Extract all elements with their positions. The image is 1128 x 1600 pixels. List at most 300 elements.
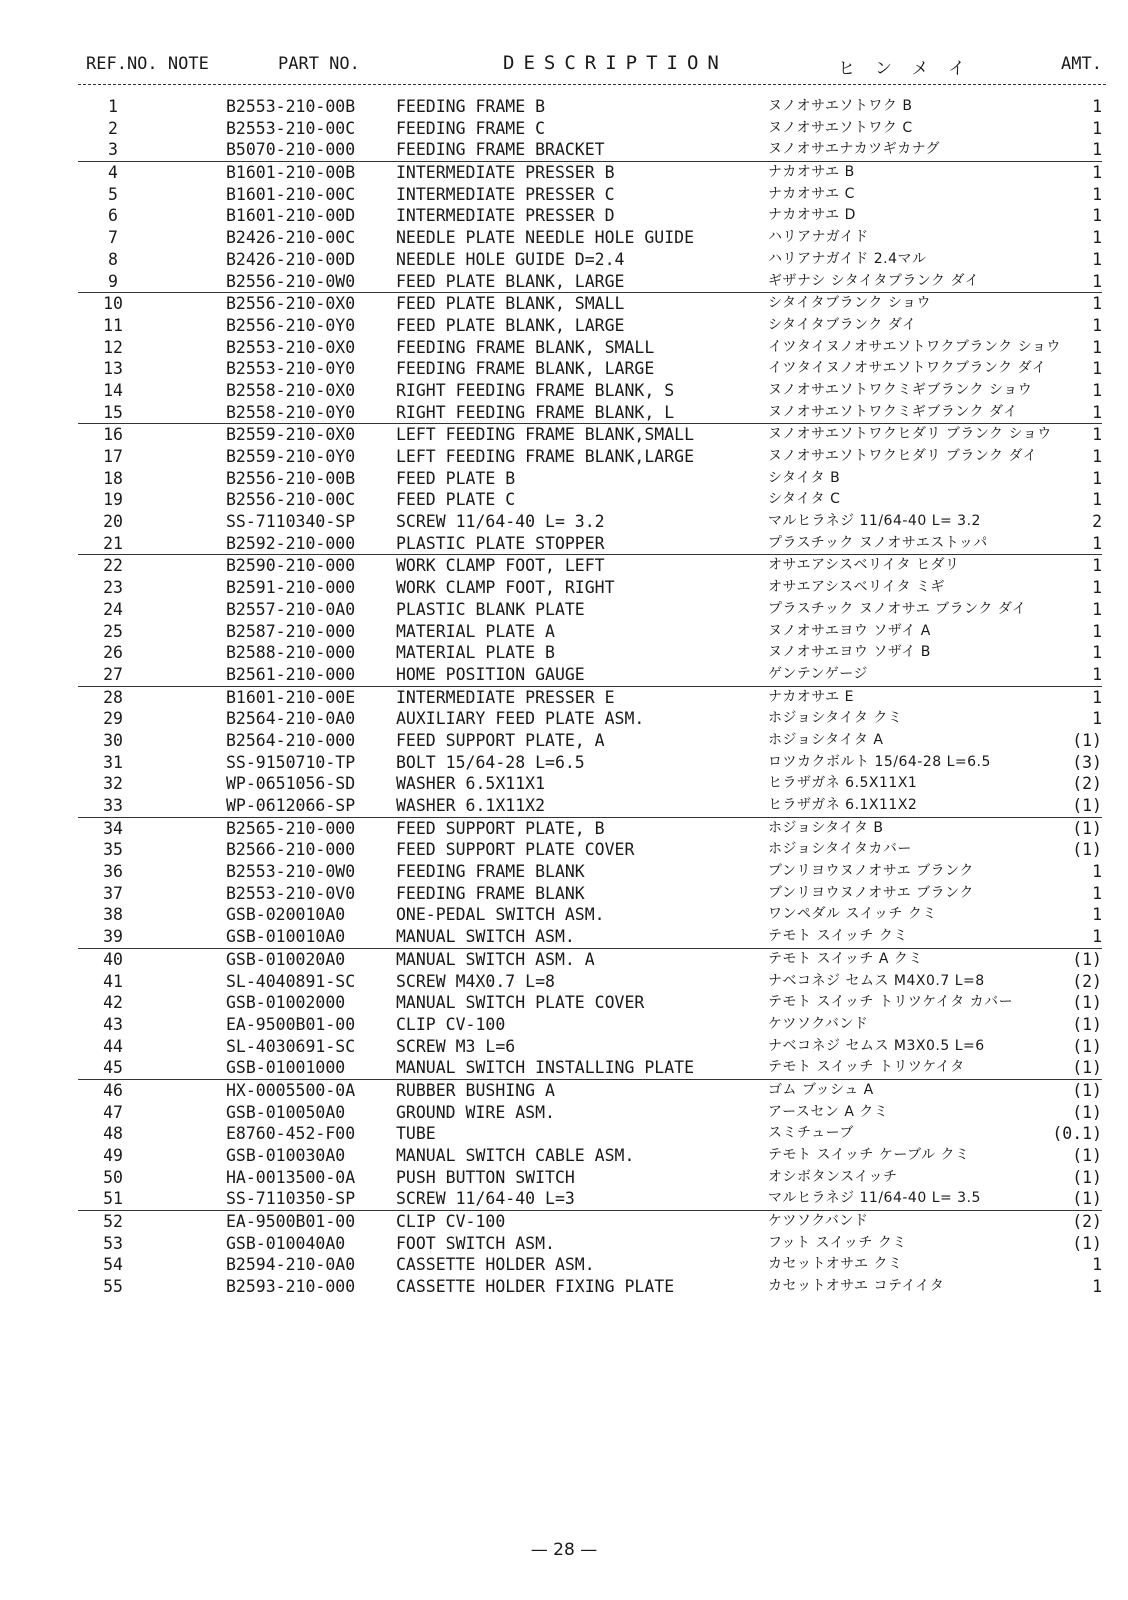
description-cell: FEEDING FRAME BLANK: [396, 862, 585, 882]
part-no-cell: SS-9150710-TP: [226, 752, 356, 772]
table-row: [78, 1276, 1102, 1298]
ref-cell: 17: [103, 447, 123, 466]
amt-cell: 1: [1092, 1255, 1102, 1275]
description-cell: RIGHT FEEDING FRAME BLANK, L: [396, 402, 675, 422]
ref-cell: 29: [103, 709, 123, 729]
amt-cell: (1): [1072, 730, 1102, 750]
part-no-cell: B2558-210-0Y0: [226, 402, 356, 422]
table-row: [78, 1254, 1102, 1276]
kana-cell: イツタイヌノオサエソトワクブランク ダイ: [768, 360, 1047, 377]
header-ref-note: REF.NO. NOTE: [86, 54, 209, 74]
amt-cell: 1: [1092, 468, 1102, 488]
kana-cell: ワンペダル スイッチ クミ: [768, 906, 937, 923]
ref-cell: 20: [103, 512, 123, 532]
ref-cell: 21: [103, 533, 123, 553]
amt-cell: (1): [1072, 1036, 1102, 1056]
kana-cell: イツタイヌノオサエソトワクブランク ショウ: [768, 338, 1061, 355]
table-row: [78, 599, 1102, 621]
part-no-cell: WP-0651056-SD: [226, 774, 356, 794]
part-no-cell: SL-4030691-SC: [226, 1036, 356, 1056]
amt-cell: 1: [1092, 184, 1102, 204]
ref-cell: 22: [103, 556, 123, 576]
amt-cell: 1: [1092, 556, 1102, 576]
ref-cell: 27: [103, 664, 123, 684]
description-cell: FEED PLATE C: [396, 490, 516, 510]
ref-cell: 24: [103, 599, 123, 619]
kana-cell: ヌノオサエナカツギカナグ: [768, 141, 941, 158]
amt-cell: 2: [1092, 512, 1102, 532]
description-cell: AUXILIARY FEED PLATE ASM.: [396, 709, 645, 729]
description-cell: CLIP CV-100: [396, 1212, 506, 1232]
amt-cell: 1: [1092, 664, 1102, 684]
table-row: [78, 730, 1102, 752]
kana-cell: アースセン A クミ: [768, 1103, 889, 1120]
description-cell: FEEDING FRAME BRACKET: [396, 140, 605, 160]
description-cell: CASSETTE HOLDER ASM.: [396, 1255, 595, 1275]
table-row: [78, 1057, 1102, 1080]
amt-cell: 1: [1092, 206, 1102, 226]
ref-cell: 33: [103, 796, 123, 815]
part-no-cell: B2594-210-0A0: [226, 1255, 356, 1275]
amt-cell: 1: [1092, 927, 1102, 947]
ref-cell: 12: [103, 337, 123, 357]
amt-cell: (2): [1072, 1212, 1102, 1232]
part-no-cell: GSB-01001000: [226, 1058, 346, 1078]
ref-cell: 47: [103, 1102, 123, 1122]
table-row: [78, 555, 1102, 577]
part-no-cell: B2558-210-0X0: [226, 380, 356, 400]
description-cell: SCREW 11/64-40 L=3: [396, 1189, 575, 1209]
kana-cell: ナベコネジ セムス M3X0.5 L=6: [768, 1037, 985, 1054]
description-cell: CLIP CV-100: [396, 1014, 506, 1034]
part-no-cell: B1601-210-00B: [226, 163, 356, 183]
header-description: DESCRIPTION: [503, 52, 728, 74]
kana-cell: ヌノオサエソトワクミギブランク ダイ: [768, 403, 1018, 420]
ref-cell: 40: [103, 949, 123, 969]
part-no-cell: B1601-210-00E: [226, 687, 356, 707]
amt-cell: 1: [1092, 533, 1102, 553]
ref-cell: 7: [108, 228, 118, 248]
table-row: [78, 1036, 1102, 1058]
table-row: [78, 818, 1102, 840]
amt-cell: (1): [1072, 796, 1102, 815]
amt-cell: (0.1): [1052, 1124, 1102, 1144]
kana-cell: ロツカクボルト 15/64-28 L=6.5: [768, 753, 991, 770]
table-row: [78, 205, 1102, 227]
kana-cell: プラスチック ヌノオサエ ブランク ダイ: [768, 600, 1027, 617]
kana-cell: ブンリヨウヌノオサエ ブランク: [768, 863, 974, 880]
part-no-cell: B1601-210-00C: [226, 184, 356, 204]
table-row: [78, 227, 1102, 249]
kana-cell: テモト スイッチ ケーブル クミ: [768, 1147, 970, 1163]
ref-cell: 25: [103, 621, 123, 641]
ref-cell: 19: [103, 490, 123, 510]
part-no-cell: B2587-210-000: [226, 621, 356, 641]
ref-cell: 4: [108, 163, 118, 183]
ref-cell: 41: [103, 971, 123, 991]
table-row: [78, 1167, 1102, 1189]
description-cell: MANUAL SWITCH PLATE COVER: [396, 993, 645, 1013]
part-no-cell: GSB-010020A0: [226, 949, 346, 969]
ref-cell: 5: [108, 184, 118, 204]
kana-cell: テモト スイッチ トリツケイタ カバー: [768, 994, 1014, 1011]
part-no-cell: B2556-210-00C: [226, 490, 356, 510]
description-cell: FOOT SWITCH ASM.: [396, 1233, 555, 1253]
description-cell: SCREW M3 L=6: [396, 1036, 516, 1056]
ref-cell: 49: [103, 1146, 123, 1165]
kana-cell: ヌノオサエヨウ ソザイ B: [768, 644, 931, 661]
amt-cell: (1): [1072, 840, 1102, 860]
table-row: [78, 926, 1102, 949]
part-no-cell: EA-9500B01-00: [226, 1014, 356, 1034]
ref-cell: 34: [103, 818, 123, 838]
kana-cell: テモト スイッチ クミ: [768, 928, 908, 945]
ref-cell: 2: [108, 118, 118, 138]
part-no-cell: B2556-210-0Y0: [226, 315, 356, 335]
ref-cell: 43: [103, 1014, 123, 1034]
part-no-cell: B2553-210-0V0: [226, 883, 356, 903]
description-cell: WASHER 6.5X11X1: [396, 774, 546, 794]
table-row: [78, 1211, 1102, 1233]
description-cell: ONE-PEDAL SWITCH ASM.: [396, 905, 605, 925]
ref-cell: 42: [103, 993, 123, 1013]
kana-cell: スミチューブ: [768, 1125, 854, 1142]
part-no-cell: B2593-210-000: [226, 1277, 356, 1297]
amt-cell: 1: [1092, 402, 1102, 422]
amt-cell: (1): [1072, 818, 1102, 838]
part-no-cell: B2556-210-00B: [226, 468, 356, 488]
part-no-cell: GSB-010040A0: [226, 1233, 346, 1253]
description-cell: INTERMEDIATE PRESSER D: [396, 206, 615, 226]
kana-cell: ヌノオサエソトワクヒダリ ブランク ダイ: [768, 448, 1038, 464]
page-number: — 28 —: [530, 1540, 598, 1560]
description-cell: LEFT FEEDING FRAME BLANK,SMALL: [396, 425, 695, 445]
part-no-cell: SS-7110340-SP: [226, 512, 356, 532]
table-row: [78, 795, 1102, 818]
description-cell: PLASTIC BLANK PLATE: [396, 599, 585, 619]
description-cell: FEED PLATE BLANK, LARGE: [396, 315, 625, 335]
description-cell: INTERMEDIATE PRESSER B: [396, 163, 615, 183]
table-row: [78, 96, 1102, 118]
description-cell: RIGHT FEEDING FRAME BLANK, S: [396, 380, 675, 400]
table-row: [78, 992, 1102, 1014]
amt-cell: 1: [1092, 905, 1102, 925]
ref-cell: 54: [103, 1255, 123, 1275]
table-row: [78, 839, 1102, 861]
part-no-cell: B2565-210-000: [226, 818, 356, 838]
ref-cell: 9: [108, 271, 118, 291]
ref-cell: 30: [103, 730, 123, 750]
kana-cell: ナカオサエ B: [768, 164, 855, 181]
description-cell: INTERMEDIATE PRESSER E: [396, 687, 615, 707]
table-row: [78, 708, 1102, 730]
description-cell: PUSH BUTTON SWITCH: [396, 1167, 575, 1187]
description-cell: MANUAL SWITCH ASM. A: [396, 949, 595, 969]
part-no-cell: HA-0013500-0A: [226, 1167, 356, 1187]
description-cell: FEEDING FRAME BLANK: [396, 883, 585, 903]
ref-cell: 10: [103, 294, 123, 314]
description-cell: SCREW 11/64-40 L= 3.2: [396, 512, 605, 532]
amt-cell: (1): [1072, 1146, 1102, 1165]
description-cell: FEED SUPPORT PLATE, B: [396, 818, 605, 838]
kana-cell: ホジョシタイタ A: [768, 731, 884, 748]
table-row: [78, 971, 1102, 993]
part-no-cell: HX-0005500-0A: [226, 1080, 356, 1100]
ref-cell: 11: [103, 315, 123, 335]
part-no-cell: B2559-210-0Y0: [226, 447, 356, 466]
kana-cell: ヌノオサエソトワク B: [768, 98, 913, 114]
kana-cell: テモト スイッチ A クミ: [768, 950, 923, 967]
description-cell: CASSETTE HOLDER FIXING PLATE: [396, 1277, 675, 1297]
kana-cell: オサエアシスベリイタ ヒダリ: [768, 557, 960, 574]
part-no-cell: B2559-210-0X0: [226, 425, 356, 445]
kana-cell: ホジョシタイタカバー: [768, 841, 912, 858]
part-no-cell: GSB-01002000: [226, 993, 346, 1013]
header-divider: [78, 84, 1106, 85]
amt-cell: (2): [1072, 774, 1102, 794]
amt-cell: (1): [1072, 1233, 1102, 1253]
header-amt: AMT.: [1061, 54, 1102, 74]
amt-cell: 1: [1092, 621, 1102, 641]
part-no-cell: B2553-210-0Y0: [226, 359, 356, 379]
description-cell: MANUAL SWITCH ASM.: [396, 927, 575, 947]
part-no-cell: B2426-210-00C: [226, 228, 356, 248]
table-row: [78, 752, 1102, 774]
amt-cell: 1: [1092, 425, 1102, 445]
description-cell: PLASTIC PLATE STOPPER: [396, 533, 605, 553]
table-row: [78, 489, 1102, 511]
description-cell: RUBBER BUSHING A: [396, 1080, 555, 1100]
ref-cell: 15: [103, 402, 123, 422]
description-cell: FEED PLATE BLANK, SMALL: [396, 294, 625, 314]
kana-cell: ブンリヨウヌノオサエ ブランク: [768, 884, 974, 901]
kana-cell: ヌノオサエヨウ ソザイ A: [768, 622, 931, 639]
table-row: [78, 621, 1102, 643]
amt-cell: 1: [1092, 118, 1102, 138]
table-row: [78, 293, 1102, 315]
description-cell: GROUND WIRE ASM.: [396, 1102, 555, 1122]
table-row: [78, 904, 1102, 926]
table-row: [78, 883, 1102, 905]
kana-cell: シタイタ C: [768, 491, 841, 508]
description-cell: WASHER 6.1X11X2: [396, 796, 546, 815]
table-row: [78, 184, 1102, 206]
ref-cell: 23: [103, 578, 123, 598]
kana-cell: ギザナシ シタイタブランク ダイ: [768, 272, 980, 289]
kana-cell: カセットオサエ コテイイタ: [768, 1278, 945, 1295]
description-cell: HOME POSITION GAUGE: [396, 664, 585, 684]
description-cell: FEED PLATE BLANK, LARGE: [396, 271, 625, 291]
ref-cell: 45: [103, 1058, 123, 1078]
description-cell: FEEDING FRAME BLANK, SMALL: [396, 337, 655, 357]
table-row: [78, 402, 1102, 425]
part-no-cell: GSB-010010A0: [226, 927, 346, 947]
ref-cell: 32: [103, 774, 123, 794]
table-row: [78, 358, 1102, 380]
description-cell: LEFT FEEDING FRAME BLANK,LARGE: [396, 447, 695, 466]
amt-cell: 1: [1092, 249, 1102, 269]
ref-cell: 8: [108, 249, 118, 269]
description-cell: NEEDLE HOLE GUIDE D=2.4: [396, 249, 625, 269]
amt-cell: 1: [1092, 643, 1102, 663]
ref-cell: 14: [103, 380, 123, 400]
kana-cell: シタイタブランク ダイ: [768, 316, 917, 333]
description-cell: SCREW M4X0.7 L=8: [396, 971, 555, 991]
part-no-cell: SS-7110350-SP: [226, 1189, 356, 1209]
ref-cell: 48: [103, 1124, 123, 1144]
description-cell: WORK CLAMP FOOT, LEFT: [396, 556, 605, 576]
ref-cell: 38: [103, 905, 123, 925]
header-kana: ヒンメイ: [838, 59, 986, 79]
ref-cell: 37: [103, 883, 123, 903]
ref-cell: 36: [103, 862, 123, 882]
table-row: [78, 861, 1102, 883]
kana-cell: ヒラザガネ 6.1X11X2: [768, 797, 918, 813]
description-cell: FEEDING FRAME C: [396, 118, 546, 138]
part-no-cell: WP-0612066-SP: [226, 796, 356, 815]
kana-cell: ホジョシタイタ クミ: [768, 710, 903, 727]
ref-cell: 13: [103, 359, 123, 379]
table-row: [78, 664, 1102, 687]
kana-cell: ナカオサエ C: [768, 185, 855, 202]
description-cell: FEEDING FRAME B: [396, 97, 546, 116]
amt-cell: (1): [1072, 949, 1102, 969]
kana-cell: ケツソクバンド: [768, 1015, 869, 1032]
amt-cell: 1: [1092, 599, 1102, 619]
table-header: [78, 50, 1102, 84]
ref-cell: 52: [103, 1212, 123, 1232]
table-row: [78, 533, 1102, 556]
part-no-cell: B2557-210-0A0: [226, 599, 356, 619]
description-cell: MANUAL SWITCH CABLE ASM.: [396, 1146, 635, 1165]
kana-cell: カセットオサエ クミ: [768, 1256, 903, 1273]
kana-cell: ゲンテンゲージ: [768, 665, 868, 682]
ref-cell: 51: [103, 1189, 123, 1209]
ref-cell: 44: [103, 1036, 123, 1056]
part-no-cell: B2556-210-0W0: [226, 271, 356, 291]
part-no-cell: B2553-210-00C: [226, 118, 356, 138]
table-row: [78, 118, 1102, 140]
description-cell: MATERIAL PLATE A: [396, 621, 555, 641]
part-no-cell: B2553-210-00B: [226, 97, 356, 116]
part-no-cell: GSB-010050A0: [226, 1102, 346, 1122]
part-no-cell: B2591-210-000: [226, 578, 356, 598]
table-row: [78, 315, 1102, 337]
part-no-cell: B5070-210-000: [226, 140, 356, 160]
ref-cell: 1: [108, 97, 118, 116]
description-cell: FEED SUPPORT PLATE COVER: [396, 840, 635, 860]
amt-cell: (1): [1072, 1102, 1102, 1122]
part-no-cell: B2556-210-0X0: [226, 294, 356, 314]
kana-cell: ハリアナガイド: [768, 229, 869, 246]
ref-cell: 39: [103, 927, 123, 947]
description-cell: NEEDLE PLATE NEEDLE HOLE GUIDE: [396, 228, 695, 248]
ref-cell: 6: [108, 206, 118, 226]
part-no-cell: B2553-210-0W0: [226, 862, 356, 882]
part-no-cell: SL-4040891-SC: [226, 971, 356, 991]
amt-cell: 1: [1092, 1277, 1102, 1297]
kana-cell: フット スイッチ クミ: [768, 1234, 907, 1251]
amt-cell: 1: [1092, 709, 1102, 729]
description-cell: FEEDING FRAME BLANK, LARGE: [396, 359, 655, 379]
amt-cell: (1): [1072, 993, 1102, 1013]
header-part-no: PART NO.: [278, 54, 360, 74]
amt-cell: 1: [1092, 578, 1102, 598]
ref-cell: 3: [108, 140, 118, 160]
part-no-cell: B2590-210-000: [226, 556, 356, 576]
amt-cell: 1: [1092, 490, 1102, 510]
part-no-cell: B2592-210-000: [226, 533, 356, 553]
ref-cell: 26: [103, 643, 123, 663]
kana-cell: ヌノオサエソトワクミギブランク ショウ: [768, 381, 1033, 398]
description-cell: MANUAL SWITCH INSTALLING PLATE: [396, 1058, 695, 1078]
ref-cell: 16: [103, 425, 123, 445]
kana-cell: ヌノオサエソトワク C: [768, 119, 913, 136]
kana-cell: マルヒラネジ 11/64-40 L= 3.5: [768, 1190, 981, 1207]
description-cell: FEED SUPPORT PLATE, A: [396, 730, 605, 750]
ref-cell: 53: [103, 1233, 123, 1253]
kana-cell: シタイタブランク ショウ: [768, 295, 932, 312]
description-cell: TUBE: [396, 1124, 436, 1144]
amt-cell: 1: [1092, 163, 1102, 183]
kana-cell: ヒラザガネ 6.5X11X1: [768, 775, 918, 792]
amt-cell: 1: [1092, 228, 1102, 248]
part-no-cell: GSB-020010A0: [226, 905, 346, 925]
table-row: [78, 271, 1102, 294]
amt-cell: 1: [1092, 315, 1102, 335]
kana-cell: マルヒラネジ 11/64-40 L= 3.2: [768, 513, 981, 530]
amt-cell: (1): [1072, 1189, 1102, 1209]
table-row: [78, 468, 1102, 490]
ref-cell: 31: [103, 752, 123, 772]
table-row: [78, 1145, 1102, 1167]
amt-cell: (1): [1072, 1014, 1102, 1034]
part-no-cell: EA-9500B01-00: [226, 1212, 356, 1232]
kana-cell: ナカオサエ E: [768, 688, 854, 705]
part-no-cell: B2553-210-0X0: [226, 337, 356, 357]
table-row: [78, 1080, 1102, 1102]
table-row: [78, 446, 1102, 468]
table-row: [78, 1123, 1102, 1145]
amt-cell: 1: [1092, 359, 1102, 379]
table-row: [78, 249, 1102, 271]
amt-cell: (1): [1072, 1058, 1102, 1078]
part-no-cell: B2426-210-00D: [226, 249, 356, 269]
amt-cell: 1: [1092, 271, 1102, 291]
table-row: [78, 1188, 1102, 1211]
table-row: [78, 337, 1102, 359]
table-row: [78, 424, 1102, 446]
kana-cell: ナカオサエ D: [768, 207, 856, 224]
part-no-cell: E8760-452-F00: [226, 1124, 356, 1144]
table-row: [78, 1102, 1102, 1124]
amt-cell: 1: [1092, 97, 1102, 116]
ref-cell: 28: [103, 687, 123, 707]
ref-cell: 35: [103, 840, 123, 860]
table-row: [78, 642, 1102, 664]
amt-cell: (1): [1072, 1167, 1102, 1187]
table-row: [78, 1014, 1102, 1036]
amt-cell: 1: [1092, 380, 1102, 400]
ref-cell: 50: [103, 1167, 123, 1187]
kana-cell: オサエアシスベリイタ ミギ: [768, 579, 945, 596]
amt-cell: (1): [1072, 1080, 1102, 1100]
table-row: [78, 1233, 1102, 1255]
kana-cell: ハリアナガイド 2.4マル: [768, 250, 927, 267]
table-row: [78, 687, 1102, 709]
kana-cell: ケツソクバンド: [768, 1213, 869, 1230]
part-no-cell: B2588-210-000: [226, 643, 356, 663]
